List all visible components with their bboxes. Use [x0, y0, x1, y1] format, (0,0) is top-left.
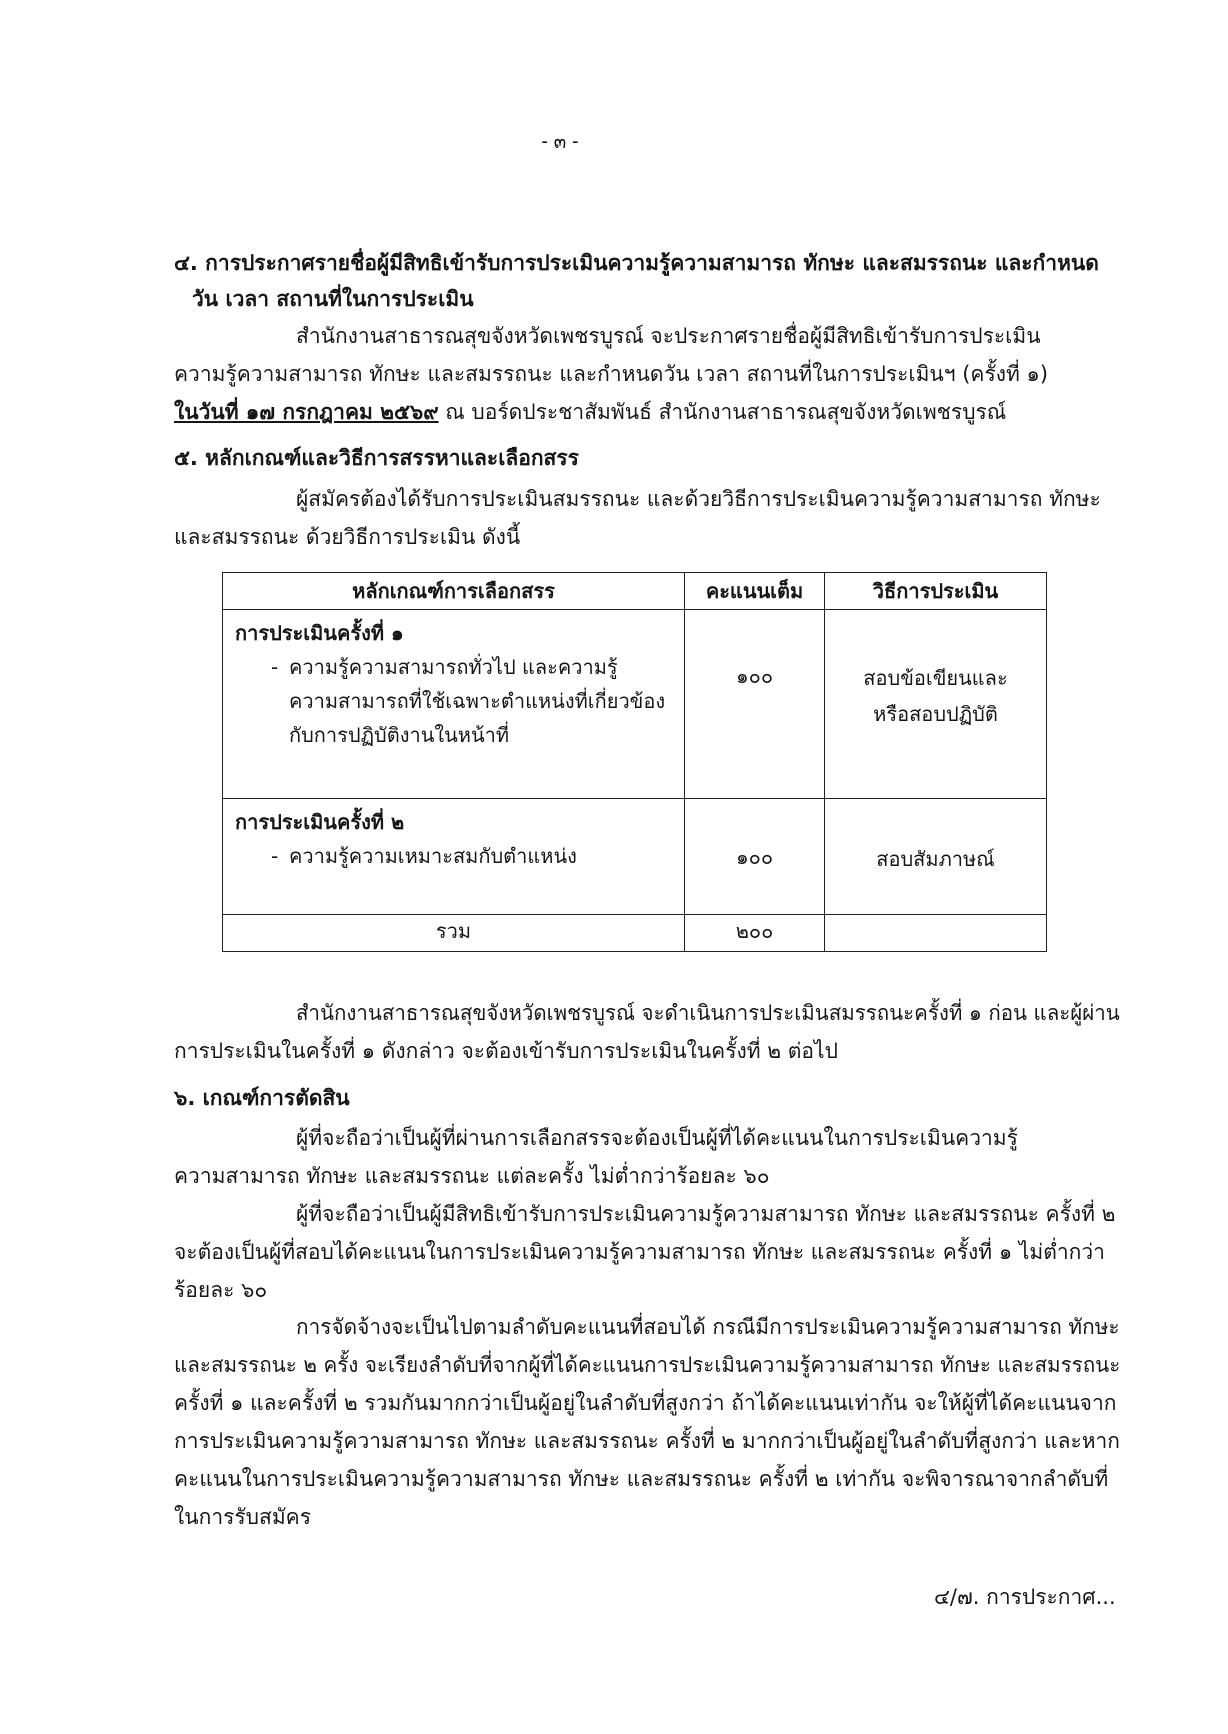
method-cell — [825, 610, 1047, 798]
criteria-item-line: ความรู้ความสามารถทั่วไป และความรู้ — [289, 655, 618, 680]
section-6-heading: ๖. เกณฑ์การตัดสิน — [174, 1086, 350, 1110]
section-4-heading-line1: ๔. การประกาศรายชื่อผู้มีสิทธิเข้ารับการประเมินความรู้ความสามารถ ทักษะ และสมรรถนะ และกำหนด — [174, 251, 1099, 275]
section-6-p3-line5: คะแนนในการประเมินความรู้ความสามารถ ทักษะ และสมรรถนะ ครั้งที่ ๒ เท่ากัน จะพิจารณาจากลำดับที่ — [174, 1467, 1109, 1491]
after-table-line2: การประเมินในครั้งที่ ๑ ดังกล่าว จะต้องเข้ารับการประเมินในครั้งที่ ๒ ต่อไป — [174, 1039, 838, 1063]
header-full-score: คะแนนเต็ม — [685, 573, 825, 610]
criteria-table — [222, 572, 1047, 952]
method-line: สอบสัมภาษณ์ — [876, 846, 995, 871]
score-cell: ๑๐๐ — [685, 798, 825, 914]
section-5-heading: ๕. หลักเกณฑ์และวิธีการสรรหาและเลือกสรร — [174, 446, 579, 470]
section-6-p3-line4: การประเมินความรู้ความสามารถ ทักษะ และสมรรถนะ ครั้งที่ ๒ มากกว่าเป็นผู้อยู่ในลำดับที่สูงกว่า และหาก — [174, 1429, 1120, 1453]
section-4-paragraph-line2: ความรู้ความสามารถ ทักษะ และสมรรถนะ และกำหนดวัน เวลา สถานที่ในการประเมินฯ (ครั้งที่ ๑) — [174, 362, 1049, 386]
section-4-heading-line2: วัน เวลา สถานที่ในการประเมิน — [192, 287, 474, 311]
total-score: ๒๐๐ — [685, 914, 825, 951]
assessment-title: การประเมินครั้งที่ ๒ — [235, 809, 405, 834]
section-6-p3-line1: การจัดจ้างจะเป็นไปตามลำดับคะแนนที่สอบได้ กรณีมีการประเมินความรู้ความสามารถ ทักษะ — [296, 1315, 1120, 1339]
criteria-cell — [223, 798, 685, 914]
header-method: วิธีการประเมิน — [825, 573, 1047, 610]
section-6-p2-line2: จะต้องเป็นผู้ที่สอบได้คะแนนในการประเมินความรู้ความสามารถ ทักษะ และสมรรถนะ ครั้งที่ ๑ ไม่ต่ำกว่า — [174, 1240, 1105, 1264]
announcement-location: ณ บอร์ดประชาสัมพันธ์ สำนักงานสาธารณสุขจังหวัดเพชรบูรณ์ — [438, 400, 1007, 424]
section-6-p3-line3: ครั้งที่ ๑ และครั้งที่ ๒ รวมกันมากกว่าเป็นผู้อยู่ในลำดับที่สูงกว่า ถ้าได้คะแนนเท่ากัน จะให้ผู้ที่ได้คะแนนจาก — [174, 1391, 1117, 1415]
table-header-row — [223, 573, 1047, 610]
criteria-cell — [223, 610, 685, 798]
criteria-item-line: กับการปฏิบัติงานในหน้าที่ — [289, 723, 510, 748]
section-4-paragraph-line3 — [174, 397, 1006, 427]
header-criteria: หลักเกณฑ์การเลือกสรร — [223, 573, 685, 610]
section-6-p3-line6: ในการรับสมัคร — [174, 1505, 311, 1529]
criteria-item-line: ความสามารถที่ใช้เฉพาะตำแหน่งที่เกี่ยวข้อง — [289, 689, 666, 714]
after-table-line1: สำนักงานสาธารณสุขจังหวัดเพชรบูรณ์ จะดำเนินการประเมินสมรรถนะครั้งที่ ๑ ก่อน และผู้ผ่าน — [296, 1001, 1120, 1025]
criteria-item-line: ความรู้ความเหมาะสมกับตำแหน่ง — [289, 843, 577, 868]
criteria-item: - ความรู้ความเหมาะสมกับตำแหน่ง — [235, 839, 684, 873]
continuation-note: ๔/๗. การประกาศ... — [934, 1585, 1116, 1609]
criteria-item: - ความรู้ความสามารถทั่วไป และความรู้ ความสามารถที่ใช้เฉพาะตำแหน่งที่เกี่ยวข้อง กับการปฏิบัติงานในหน้าที่ — [235, 650, 684, 752]
total-label: รวม — [223, 914, 685, 951]
section-6-p1-line1: ผู้ที่จะถือว่าเป็นผู้ที่ผ่านการเลือกสรรจะต้องเป็นผู้ที่ได้คะแนนในการประเมินความรู้ — [296, 1126, 1018, 1150]
section-6-p2-line1: ผู้ที่จะถือว่าเป็นผู้มีสิทธิเข้ารับการประเมินความรู้ความสามารถ ทักษะ และสมรรถนะ ครั้งที่ ๒ — [296, 1202, 1116, 1226]
page-number: - ๓ - — [541, 129, 579, 153]
table-row — [223, 610, 1047, 798]
section-6-p1-line2: ความสามารถ ทักษะ และสมรรถนะ แต่ละครั้ง ไม่ต่ำกว่าร้อยละ ๖๐ — [174, 1164, 770, 1188]
section-5-paragraph-line1: ผู้สมัครต้องได้รับการประเมินสมรรถนะ และด้วยวิธีการประเมินความรู้ความสามารถ ทักษะ — [296, 487, 1101, 511]
total-row — [223, 914, 1047, 951]
method-cell — [825, 798, 1047, 914]
section-6-p2-line3: ร้อยละ ๖๐ — [174, 1278, 268, 1302]
section-4-paragraph-line1: สำนักงานสาธารณสุขจังหวัดเพชรบูรณ์ จะประกาศรายชื่อผู้มีสิทธิเข้ารับการประเมิน — [296, 324, 1041, 348]
total-method-empty — [825, 914, 1047, 951]
assessment-title: การประเมินครั้งที่ ๑ — [235, 621, 404, 646]
table-row — [223, 798, 1047, 914]
method-line: สอบข้อเขียนและ — [863, 666, 1008, 691]
method-line: หรือสอบปฏิบัติ — [873, 702, 998, 727]
score-cell: ๑๐๐ — [685, 610, 825, 798]
section-6-p3-line2: และสมรรถนะ ๒ ครั้ง จะเรียงลำดับที่จากผู้ที่ได้คะแนนการประเมินความรู้ความสามารถ ทักษะ และสมรรถนะ — [174, 1353, 1121, 1377]
section-5-paragraph-line2: และสมรรถนะ ด้วยวิธีการประเมิน ดังนี้ — [174, 525, 521, 549]
announcement-date: ในวันที่ ๑๗ กรกฎาคม ๒๕๖๙ — [174, 400, 439, 424]
